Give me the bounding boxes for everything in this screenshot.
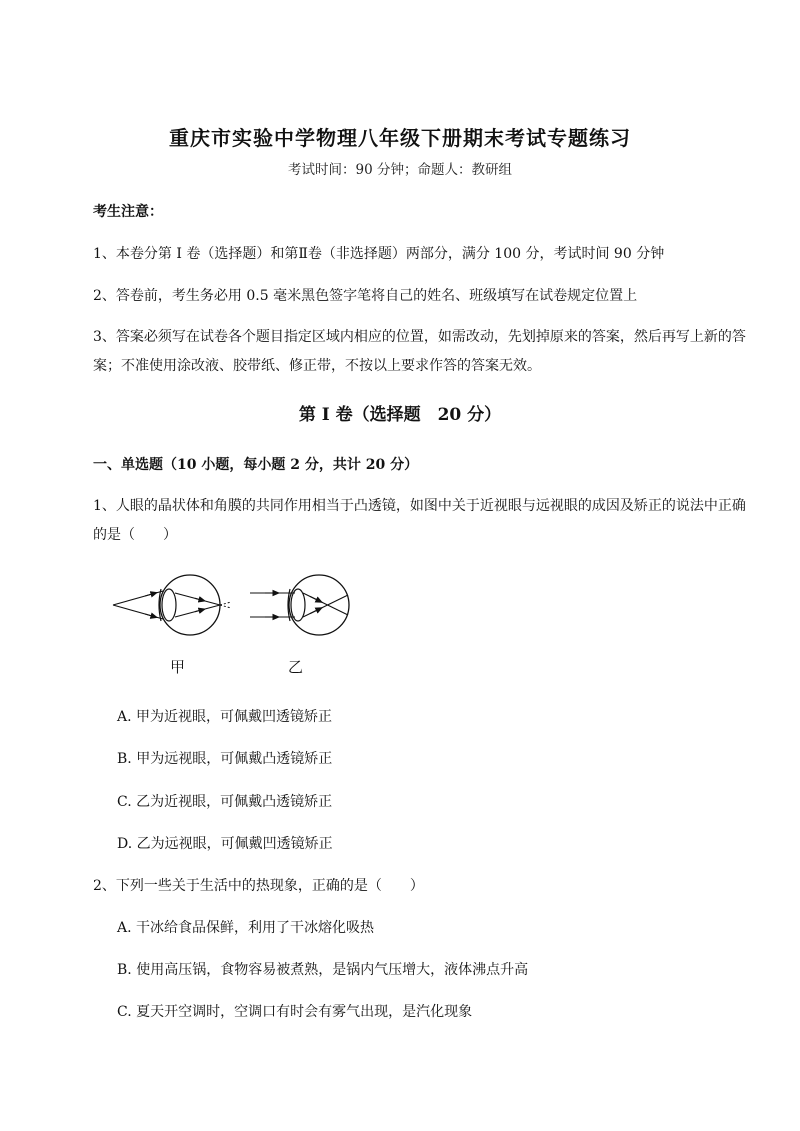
notice-item-2: 2、答卷前，考生务必用 0.5 毫米黑色签字笔将自己的姓名、班级填写在试卷规定位置上 — [93, 288, 638, 304]
question-1-option-a: A. 甲为近视眼，可佩戴凹透镜矫正 — [117, 709, 333, 725]
question-2-option-c: C. 夏天开空调时，空调口有时会有雾气出现，是汽化现象 — [117, 1004, 473, 1020]
question-2-option-a: A. 干冰给食品保鲜，利用了干冰熔化吸热 — [117, 920, 375, 936]
section-title: 第 I 卷（选择题 20 分） — [298, 405, 502, 425]
part-heading: 一、单选题（10 小题，每小题 2 分，共计 20 分） — [93, 457, 419, 473]
question-1-option-d: D. 乙为远视眼，可佩戴凹透镜矫正 — [117, 836, 333, 852]
notice-heading: 考生注意： — [93, 204, 163, 220]
figure-label-jia: 甲 — [170, 658, 186, 676]
eye-yi-diagram — [250, 575, 349, 635]
page-title: 重庆市实验中学物理八年级下册期末考试专题练习 — [169, 126, 631, 150]
notice-item-3: 3、答案必须写在试卷各个题目指定区域内相应的位置，如需改动，先划掉原来的答案，然后再写上新的答案；不准使用涂改液、胶带纸、修正带，不按以上要求作答的答案无效。 — [93, 329, 746, 374]
question-1-stem: 1、人眼的晶状体和角膜的共同作用相当于凸透镜，如图中关于近视眼与远视眼的成因及矫正的说法中正确的是（ ） — [93, 498, 746, 543]
question-1-option-c: C. 乙为近视眼，可佩戴凸透镜矫正 — [117, 794, 333, 810]
question-2-stem: 2、下列一些关于生活中的热现象，正确的是（ ） — [93, 878, 424, 894]
exam-subtitle: 考试时间：90 分钟；命题人：教研组 — [288, 162, 512, 178]
question-2-option-b: B. 使用高压锅，食物容易被煮熟，是锅内气压增大，液体沸点升高 — [117, 962, 529, 978]
eye-jia-diagram — [113, 575, 231, 635]
question-1-option-b: B. 甲为远视眼，可佩戴凸透镜矫正 — [117, 751, 333, 767]
notice-item-1: 1、本卷分第 I 卷（选择题）和第Ⅱ卷（非选择题）两部分，满分 100 分，考试时间 90 分钟 — [93, 246, 665, 262]
eye-diagram-figure — [105, 565, 365, 685]
figure-label-yi: 乙 — [288, 658, 304, 676]
